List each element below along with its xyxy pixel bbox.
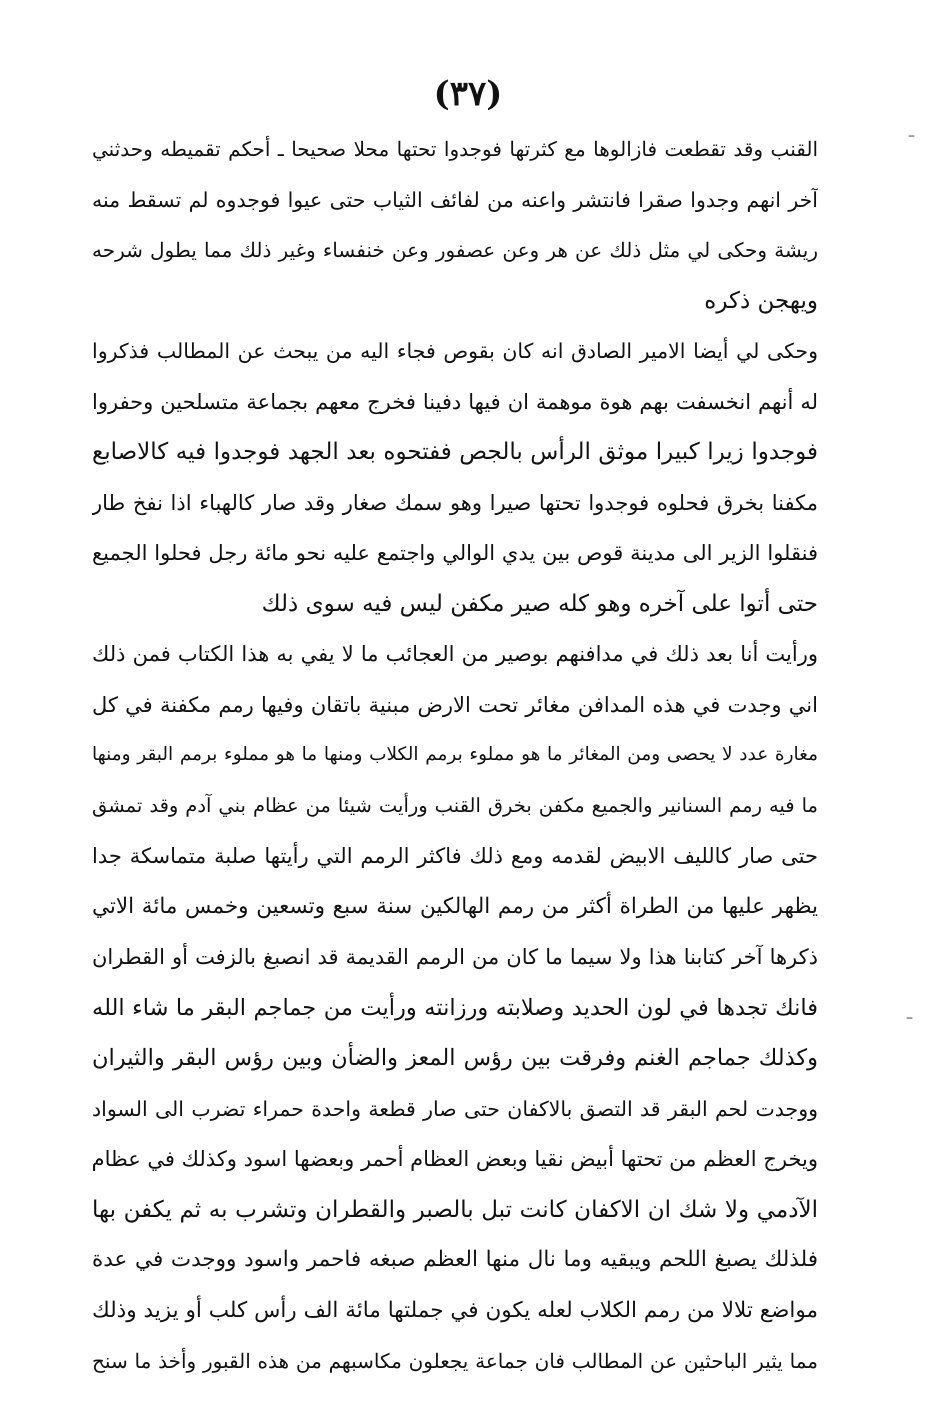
text-line: وحكى لي أيضا الامير الصادق انه كان بقوص فجاء اليه من يبحث عن المطالب فذكروا: [92, 339, 818, 363]
text-line: ما فيه رمم السنانير والجميع مكفن بخرق القنب ورأيت شيئا من عظام بني آدم وقد تمشق: [92, 793, 818, 817]
text-line: ذكرها آخر كتابنا هذا ولا سيما ما كان من الرمم القديمة قد انصبغ بالزفت أو القطران: [92, 945, 818, 969]
text-line: مغارة عدد لا يحصى ومن المغائر ما هو مملوء برمم الكلاب ومنها ما هو مملوء برمم البقر ومنها: [92, 744, 818, 765]
margin-mark: –: [908, 128, 915, 144]
text-line: ووجدت لحم البقر قد التصق بالاكفان حتى صار قطعة واحدة حمراء تضرب الى السواد: [92, 1096, 818, 1121]
text-line: له أنهم انخسفت بهم هوة موهمة ان فيها دفينا فخرج معهم بجماعة متسلحين وحفروا: [92, 389, 818, 414]
page-number: (٣٧): [433, 74, 503, 114]
text-line: ريشة وحكى لي مثل ذلك عن هر وعن عصفور وعن خنفساء وغير ذلك مما يطول شرحه: [92, 238, 818, 262]
margin-mark: –: [906, 1010, 913, 1026]
text-line: فوجدوا زيرا كبيرا موثق الرأس بالجص ففتحوه بعد الجهد فوجدوا فيه كالاصابع: [92, 439, 818, 465]
text-line: مكفنا بخرق فحلوه فوجدوا تحتها صيرا وهو سمك صغار وقد صار كالهباء اذا نفخ طار: [92, 490, 818, 515]
body-text: [92, 124, 818, 1387]
text-line: آخر انهم وجدوا صقرا فانتشر واعنه من لفائف الثياب حتى عيوا فوجدوه لم تسقط منه: [92, 187, 818, 212]
text-line: ويخرج العظم من تحتها أبيض نقيا وبعض العظام أحمر وبعضها اسود وكذلك في عظام: [92, 1147, 818, 1171]
text-line: فنقلوا الزير الى مدينة قوص بين يدي الوالي واجتمع عليه نحو مائة رجل فحلوا الجميع: [92, 541, 818, 565]
text-line: مما يثير الباحثين عن المطالب فان جماعة يجعلون مكاسبهم من هذه القبور وأخذ ما سنح: [92, 1349, 818, 1373]
text-line: القنب وقد تقطعت فازالوها مع كثرتها فوجدوا تحتها محلا صحيحا ـ أحكم تقميطه وحدثني: [92, 137, 818, 161]
text-line: ورأيت أنا بعد ذلك في مدافنهم بوصير من العجائب ما لا يفي به هذا الكتاب فمن ذلك: [92, 642, 818, 666]
text-line: فلذلك يصبغ اللحم ويبقيه وما نال منها العظم صبغه فاحمر واسود ووجدت في عدة: [92, 1247, 818, 1272]
text-line: الآدمي ولا شك ان الاكفان كانت تبل بالصبر والقطران وتشرب به ثم يكفن بها: [92, 1196, 818, 1223]
text-line: اني وجدت في هذه المدافن مغائر تحت الارض مبنية باتقان وفيها رمم مكفنة في كل: [92, 692, 818, 717]
text-line: ويهجن ذكره: [704, 287, 818, 314]
text-line: فانك تجدها في لون الحديد وصلابته ورزانته ورأيت من جماجم البقر ما شاء الله: [92, 994, 818, 1021]
text-line: وكذلك جماجم الغنم وفرقت بين رؤس المعز والضأن وبين رؤس البقر والثيران: [92, 1045, 818, 1071]
text-line: حتى أتوا على آخره وهو كله صير مكفن ليس فيه سوى ذلك: [261, 590, 818, 617]
text-line: حتى صار كالليف الابيض لقدمه ومع ذلك فاكثر الرمم التي رأيتها صلبة متماسكة جدا: [92, 844, 818, 868]
text-line: يظهر عليها من الطراة أكثر من رمم الهالكين سنة سبع وتسعين وخمس مائة الاتي: [92, 893, 818, 919]
text-line: مواضع تلالا من رمم الكلاب لعله يكون في جملتها مائة الف رأس كلب أو يزيد وذلك: [92, 1297, 818, 1323]
